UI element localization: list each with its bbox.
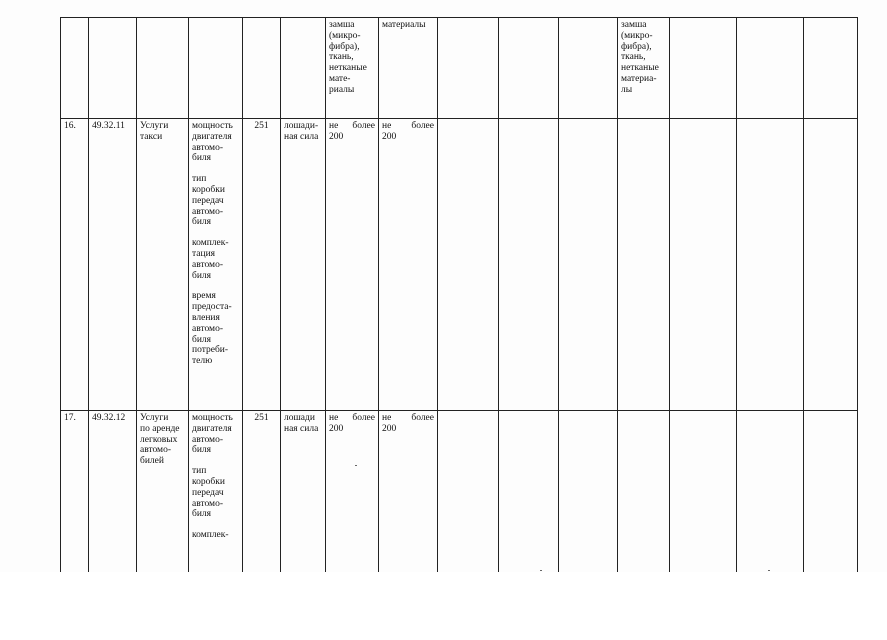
value-word: не — [329, 121, 339, 131]
value-cell — [379, 119, 438, 411]
scan-speck — [540, 570, 542, 571]
value-word: более — [352, 121, 375, 131]
attribute-equipment: комплек- — [192, 530, 229, 541]
cell-empty — [438, 119, 499, 411]
attribute-gearbox: тип коробки передач автомо- биля — [192, 466, 225, 520]
cell-attribute — [189, 18, 243, 119]
okei-code: 251 — [243, 411, 281, 611]
attribute-list — [189, 119, 243, 411]
okpd-code: 49.32.12 — [89, 411, 137, 611]
table-row — [61, 18, 858, 119]
cell-empty — [670, 18, 737, 119]
page-bottom-margin — [0, 572, 887, 640]
row-number: 17. — [61, 411, 89, 611]
service-text: Услуги по аренде легковых автомо- билей — [140, 413, 180, 467]
service-text: Услуги такси — [140, 121, 169, 142]
attribute-engine-power: мощность двигателя автомо- биля — [192, 121, 233, 164]
value-word: не — [329, 413, 339, 423]
value-number: 200 — [329, 131, 344, 142]
value-cell — [326, 119, 379, 411]
material-text: замша (микро- фибра), ткань, нетканые мате- риалы — [329, 20, 367, 95]
cell-empty — [559, 18, 618, 119]
cell-empty — [438, 18, 499, 119]
cell-empty — [499, 119, 559, 411]
cell-empty — [499, 18, 559, 119]
value-word: не — [382, 413, 392, 423]
value-number: 200 — [329, 423, 344, 434]
value-number: 200 — [382, 131, 397, 142]
attribute-delivery-time: время предоста- вления автомо- биля потреби- телю — [192, 291, 232, 367]
cell-unit — [281, 18, 326, 119]
cell-empty — [737, 18, 804, 119]
okei-code: 251 — [243, 119, 281, 411]
cell-empty — [559, 119, 618, 411]
attribute-gearbox: тип коробки передач автомо- биля — [192, 174, 225, 228]
value-word: не — [382, 121, 392, 131]
cell-material-value — [618, 18, 670, 119]
value-word: более — [411, 121, 434, 131]
cell-material-value — [326, 18, 379, 119]
cell-empty — [618, 119, 670, 411]
scan-speck — [768, 570, 770, 571]
value-word: более — [411, 413, 434, 423]
service-name — [137, 119, 189, 411]
cell-empty — [670, 119, 737, 411]
attribute-engine-power: мощность двигателя автомо- биля — [192, 413, 233, 456]
okpd-code: 49.32.11 — [89, 119, 137, 411]
characteristics-table — [60, 17, 858, 611]
material-text: замша (микро- фибра), ткань, нетканые материа- лы — [621, 20, 659, 95]
value-number: 200 — [382, 423, 397, 434]
value-word: более — [352, 413, 375, 423]
cell-num — [61, 18, 89, 119]
cell-empty — [737, 119, 804, 411]
scan-speck — [355, 465, 357, 466]
cell-okei — [243, 18, 281, 119]
cell-code — [89, 18, 137, 119]
cell-empty — [804, 119, 858, 411]
attribute-equipment: комплек- тация автомо- биля — [192, 238, 229, 281]
row-number: 16. — [61, 119, 89, 411]
unit-name — [281, 119, 326, 411]
material-text: материалы — [382, 20, 426, 30]
cell-material-value — [379, 18, 438, 119]
cell-service — [137, 18, 189, 119]
table-row — [61, 119, 858, 411]
unit-text: лошади- ная сила — [284, 121, 319, 142]
unit-text: лошади ная сила — [284, 413, 319, 434]
cell-empty — [804, 18, 858, 119]
